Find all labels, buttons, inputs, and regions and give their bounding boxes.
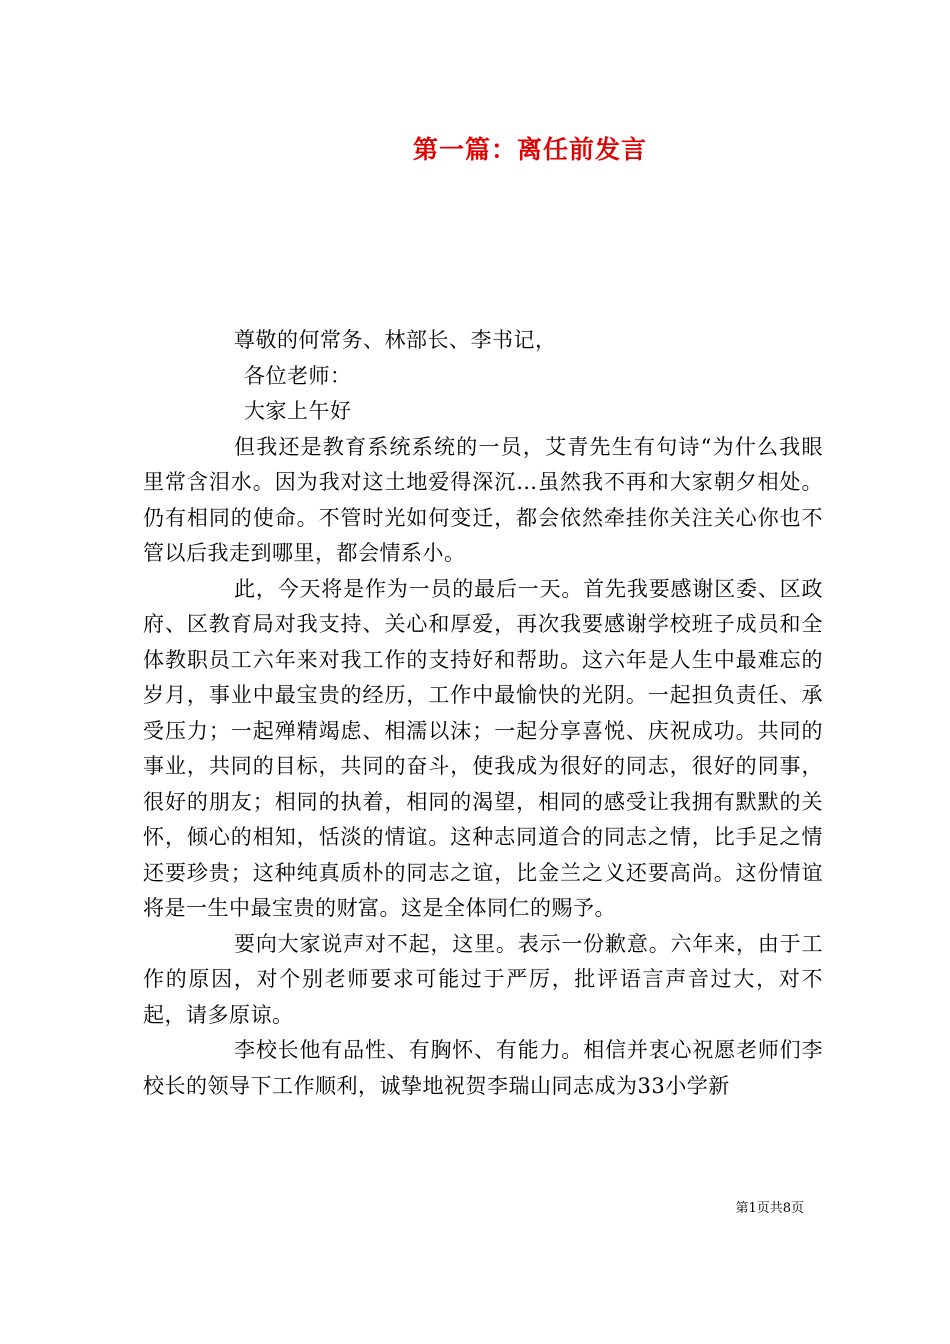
- salutation-line: 各位老师：: [244, 363, 352, 388]
- body-paragraph: 要向大家说声对不起，这里。表示一份歉意。六年来，由于工作的原因，对个别老师要求可能过于严厉，批评语言声音过大，对不起，请多原谅。: [143, 931, 823, 1027]
- salutation-line: 大家上午好: [244, 399, 352, 423]
- body-paragraph: 但我还是教育系统系统的一员，艾青先生有句诗“为什么我眼里常含泪水。因为我对这土地爱得深沉…虽然我不再和大家朝夕相处。仍有相同的使命。不管时光如何变迁，都会依然牵挂你关注关心你也不管以后我走到哪里，都会情系小。: [143, 434, 823, 565]
- body-paragraph: 李校长他有品性、有胸怀、有能力。相信并衷心祝愿老师们李校长的领导下工作顺利，诚挚地祝贺李瑞山同志成为33小学新: [143, 1038, 823, 1098]
- body-paragraph: 此，今天将是作为一员的最后一天。首先我要感谢区委、区政府、区教育局对我支持、关心和厚爱，再次我要感谢学校班子成员和全体教职员工六年来对我工作的支持好和帮助。这六年是人生中最难忘的岁月，事业中最宝贵的经历，工作中最愉快的光阴。一起担负责任、承受压力；一起殚精竭虑、相濡以沫；一起分享喜悦、庆祝成功。共同的事业，共同的目标，共同的奋斗，使我成为很好的同志，很好的同事，很好的朋友；相同的执着，相同的渴望，相同的感受让我拥有默默的关怀，倾心的相知，恬淡的情谊。这种志同道合的同志之情，比手足之情还要珍贵；这种纯真质朴的同志之谊，比金兰之义还要高尚。这份情谊将是一生中最宝贵的财富。这是全体同仁的赐予。: [143, 576, 823, 920]
- document-title: 第一篇：离任前发言: [412, 135, 647, 164]
- page-footer: 第1页共8页: [735, 1201, 804, 1216]
- salutation-line: 尊敬的何常务、林部长、李书记，: [234, 328, 557, 352]
- document-body: [143, 323, 823, 1104]
